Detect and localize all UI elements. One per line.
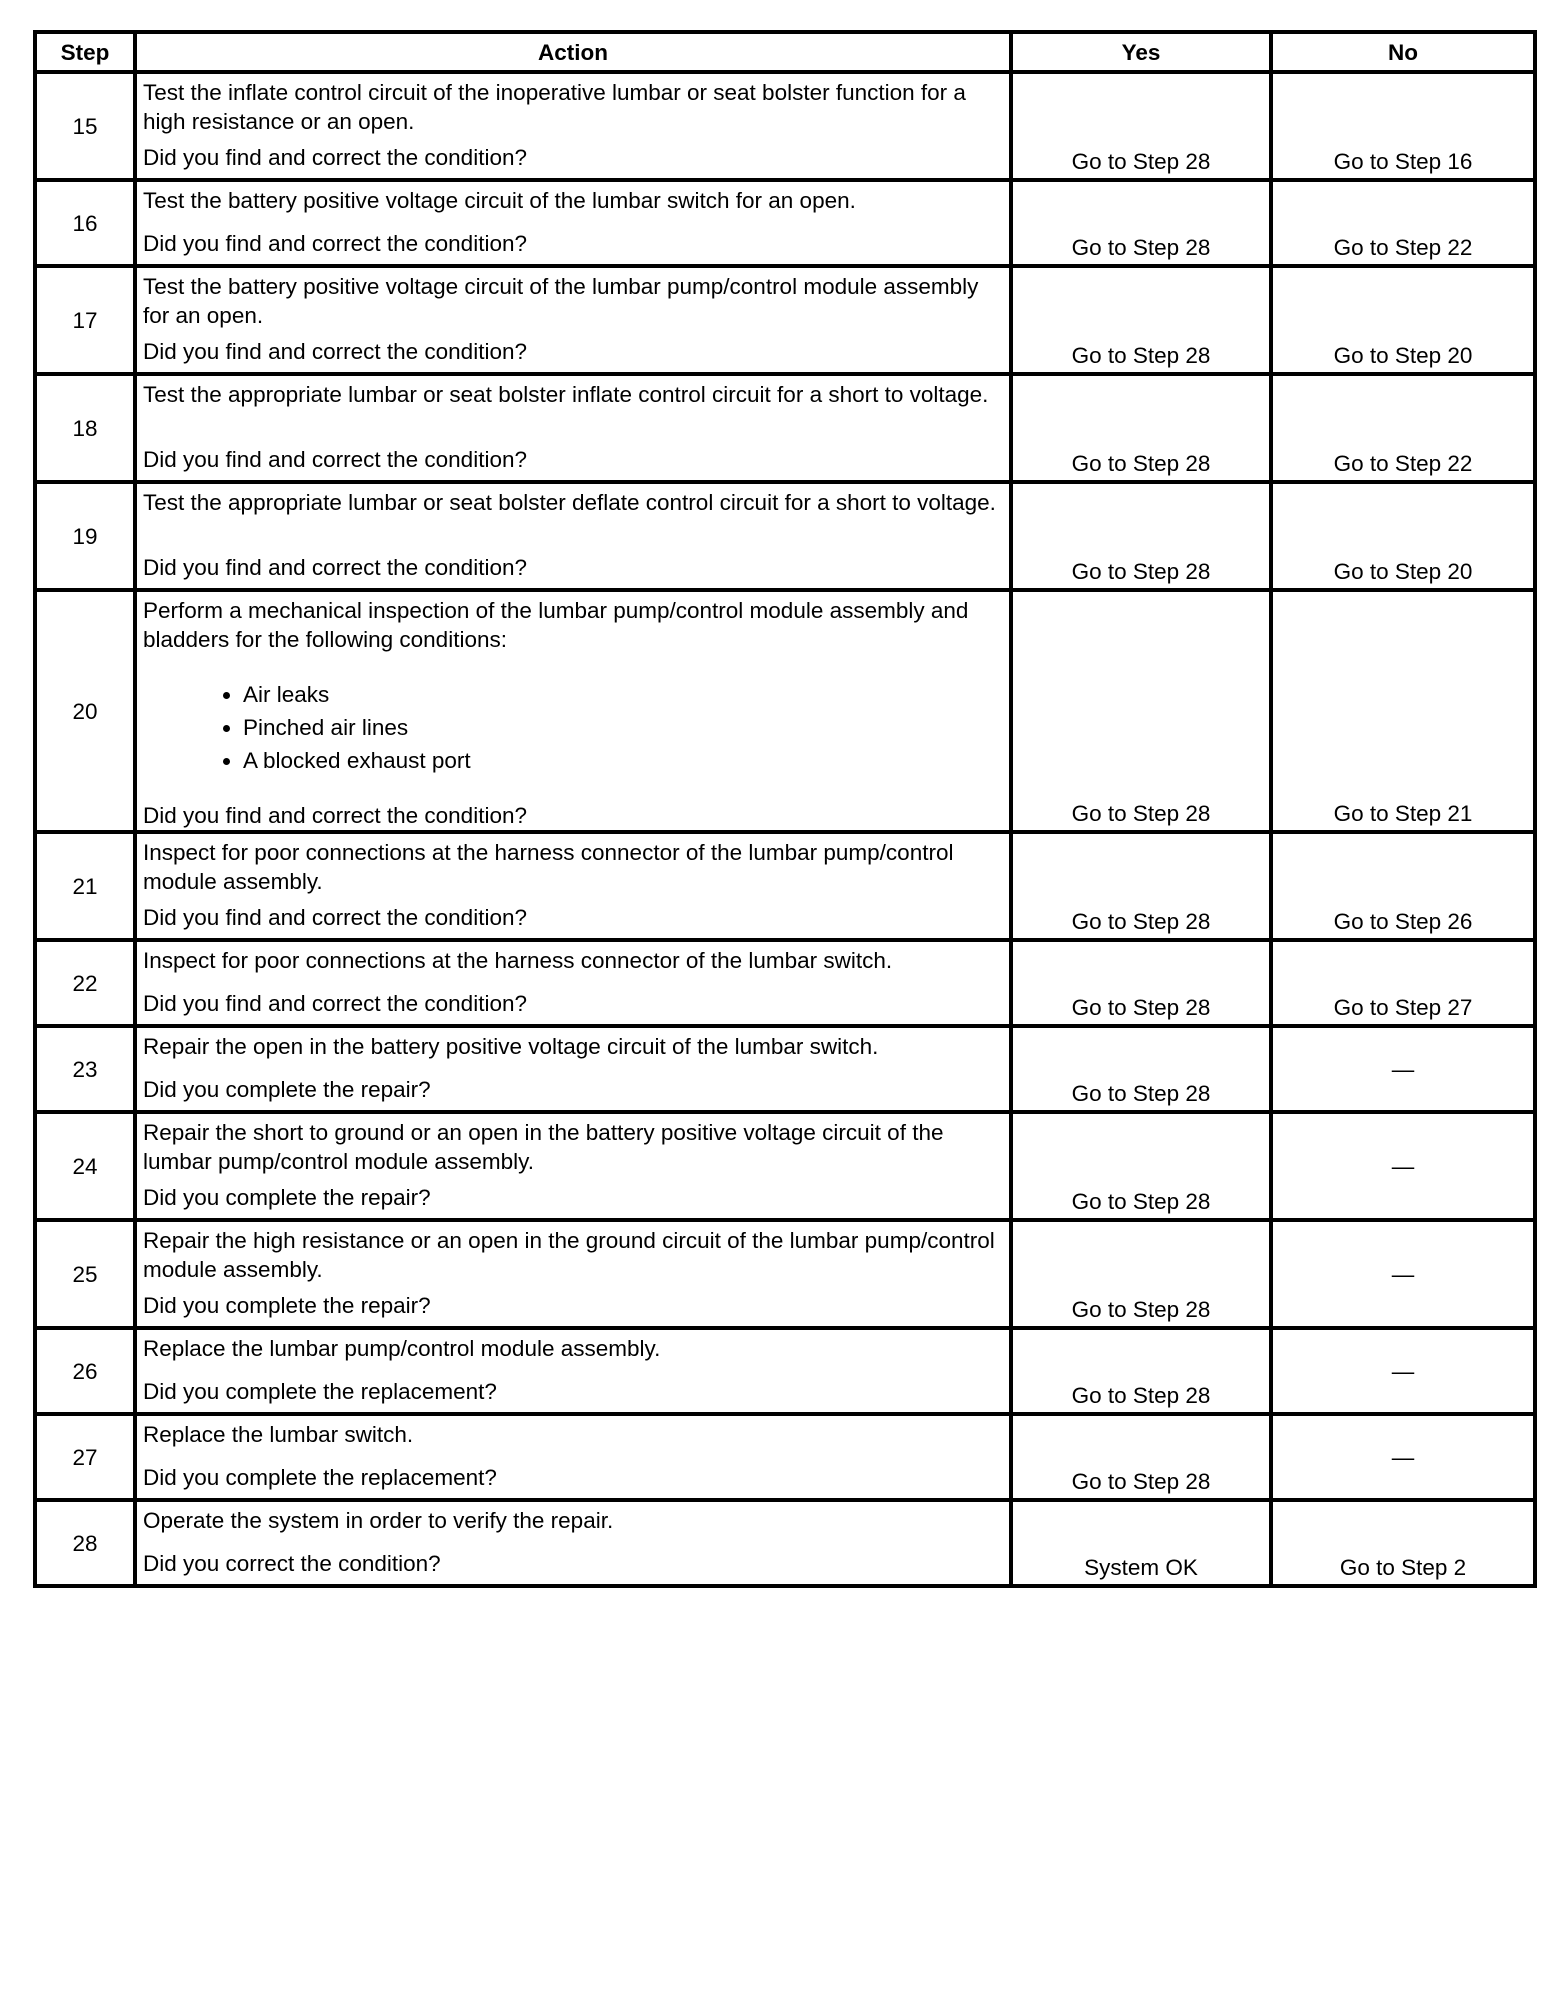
- table-row: [35, 832, 1535, 940]
- no-result: Go to Step 22: [1271, 374, 1535, 482]
- diagnostic-table-page: [33, 30, 1533, 1962]
- no-result: —: [1271, 1220, 1535, 1328]
- action-question: Did you complete the replacement?: [143, 1379, 497, 1404]
- step-number: 23: [35, 1026, 135, 1112]
- action-question: Did you complete the repair?: [143, 1185, 431, 1210]
- table-row: [35, 266, 1535, 374]
- step-number: 24: [35, 1112, 135, 1220]
- header-action: Action: [135, 32, 1011, 72]
- action-instruction: Inspect for poor connections at the harness connector of the lumbar pump/control module assembly.: [143, 840, 954, 894]
- yes-result: Go to Step 28: [1011, 482, 1271, 590]
- no-result: —: [1271, 1328, 1535, 1414]
- action-question: Did you correct the condition?: [143, 1551, 441, 1576]
- action-question: Did you find and correct the condition?: [143, 905, 527, 930]
- step-number: 22: [35, 940, 135, 1026]
- action-question: Did you find and correct the condition?: [143, 803, 527, 828]
- table-row: [35, 180, 1535, 266]
- table-row: [35, 1112, 1535, 1220]
- yes-result: Go to Step 28: [1011, 266, 1271, 374]
- step-number: 17: [35, 266, 135, 374]
- action-question: Did you complete the repair?: [143, 1077, 431, 1102]
- yes-result: Go to Step 28: [1011, 1220, 1271, 1328]
- action-question: Did you find and correct the condition?: [143, 339, 527, 364]
- table-row: [35, 940, 1535, 1026]
- yes-result: Go to Step 28: [1011, 374, 1271, 482]
- table-row: [35, 590, 1535, 832]
- step-number: 25: [35, 1220, 135, 1328]
- action-instruction: Perform a mechanical inspection of the lumbar pump/control module assembly and bladders for the following conditions:: [143, 598, 969, 652]
- action-cell: [135, 482, 1011, 590]
- yes-result: Go to Step 28: [1011, 180, 1271, 266]
- step-number: 16: [35, 180, 135, 266]
- action-question: Did you find and correct the condition?: [143, 447, 527, 472]
- action-cell: [135, 1220, 1011, 1328]
- action-instruction: Test the appropriate lumbar or seat bolster inflate control circuit for a short to voltage.: [143, 382, 989, 407]
- no-result: Go to Step 21: [1271, 590, 1535, 832]
- action-question: Did you find and correct the condition?: [143, 991, 527, 1016]
- step-number: 27: [35, 1414, 135, 1500]
- header-no: No: [1271, 32, 1535, 72]
- no-result: Go to Step 22: [1271, 180, 1535, 266]
- list-item: • Air leaks: [243, 680, 1003, 709]
- no-result: —: [1271, 1026, 1535, 1112]
- yes-result: Go to Step 28: [1011, 1328, 1271, 1414]
- table-row: [35, 1220, 1535, 1328]
- step-number: 26: [35, 1328, 135, 1414]
- action-cell: [135, 72, 1011, 180]
- action-instruction: Inspect for poor connections at the harness connector of the lumbar switch.: [143, 948, 893, 973]
- step-number: 20: [35, 590, 135, 832]
- action-question: Did you complete the repair?: [143, 1293, 431, 1318]
- table-row: [35, 1026, 1535, 1112]
- step-number: 15: [35, 72, 135, 180]
- step-number: 28: [35, 1500, 135, 1586]
- list-item: • Pinched air lines: [243, 713, 1003, 742]
- table-row: [35, 374, 1535, 482]
- yes-result: Go to Step 28: [1011, 1112, 1271, 1220]
- yes-result: Go to Step 28: [1011, 940, 1271, 1026]
- action-instruction: Repair the short to ground or an open in the battery positive voltage circuit of the lumbar pump/control module assembly.: [143, 1120, 944, 1174]
- action-instruction: Test the inflate control circuit of the inoperative lumbar or seat bolster function for a high resistance or an open.: [143, 80, 966, 134]
- condition-list: [143, 680, 1003, 775]
- table-row: [35, 72, 1535, 180]
- list-item: • A blocked exhaust port: [243, 746, 1003, 775]
- step-number: 19: [35, 482, 135, 590]
- table-row: [35, 1414, 1535, 1500]
- table-row: [35, 1328, 1535, 1414]
- no-result: Go to Step 20: [1271, 482, 1535, 590]
- action-question: Did you find and correct the condition?: [143, 231, 527, 256]
- action-instruction: Test the battery positive voltage circuit of the lumbar pump/control module assembly for an open.: [143, 274, 979, 328]
- action-instruction: Repair the high resistance or an open in the ground circuit of the lumbar pump/control module assembly.: [143, 1228, 995, 1282]
- header-step: Step: [35, 32, 135, 72]
- action-instruction: Replace the lumbar switch.: [143, 1422, 414, 1447]
- no-result: —: [1271, 1112, 1535, 1220]
- action-cell: [135, 266, 1011, 374]
- action-cell: [135, 1026, 1011, 1112]
- action-question: Did you find and correct the condition?: [143, 555, 527, 580]
- yes-result: System OK: [1011, 1500, 1271, 1586]
- no-result: Go to Step 26: [1271, 832, 1535, 940]
- header-yes: Yes: [1011, 32, 1271, 72]
- no-result: Go to Step 16: [1271, 72, 1535, 180]
- action-cell: [135, 940, 1011, 1026]
- yes-result: Go to Step 28: [1011, 832, 1271, 940]
- action-cell: [135, 832, 1011, 940]
- no-result: Go to Step 2: [1271, 1500, 1535, 1586]
- table-row: [35, 482, 1535, 590]
- action-cell: [135, 1414, 1011, 1500]
- table-header-row: [35, 32, 1535, 72]
- action-cell: [135, 1500, 1011, 1586]
- action-instruction: Test the battery positive voltage circuit of the lumbar switch for an open.: [143, 188, 856, 213]
- action-question: Did you find and correct the condition?: [143, 145, 527, 170]
- step-number: 21: [35, 832, 135, 940]
- action-instruction: Operate the system in order to verify the repair.: [143, 1508, 614, 1533]
- no-result: —: [1271, 1414, 1535, 1500]
- yes-result: Go to Step 28: [1011, 72, 1271, 180]
- yes-result: Go to Step 28: [1011, 1414, 1271, 1500]
- action-instruction: Repair the open in the battery positive voltage circuit of the lumbar switch.: [143, 1034, 879, 1059]
- table-body: [35, 72, 1535, 1586]
- action-cell: [135, 590, 1011, 832]
- action-cell: [135, 1328, 1011, 1414]
- action-question: Did you complete the replacement?: [143, 1465, 497, 1490]
- action-instruction: Test the appropriate lumbar or seat bolster deflate control circuit for a short to voltage.: [143, 490, 996, 515]
- action-instruction: Replace the lumbar pump/control module assembly.: [143, 1336, 661, 1361]
- action-cell: [135, 374, 1011, 482]
- table-row: [35, 1500, 1535, 1586]
- action-cell: [135, 1112, 1011, 1220]
- no-result: Go to Step 27: [1271, 940, 1535, 1026]
- step-number: 18: [35, 374, 135, 482]
- action-cell: [135, 180, 1011, 266]
- diagnostic-steps-table: [33, 30, 1537, 1588]
- yes-result: Go to Step 28: [1011, 1026, 1271, 1112]
- no-result: Go to Step 20: [1271, 266, 1535, 374]
- yes-result: Go to Step 28: [1011, 590, 1271, 832]
